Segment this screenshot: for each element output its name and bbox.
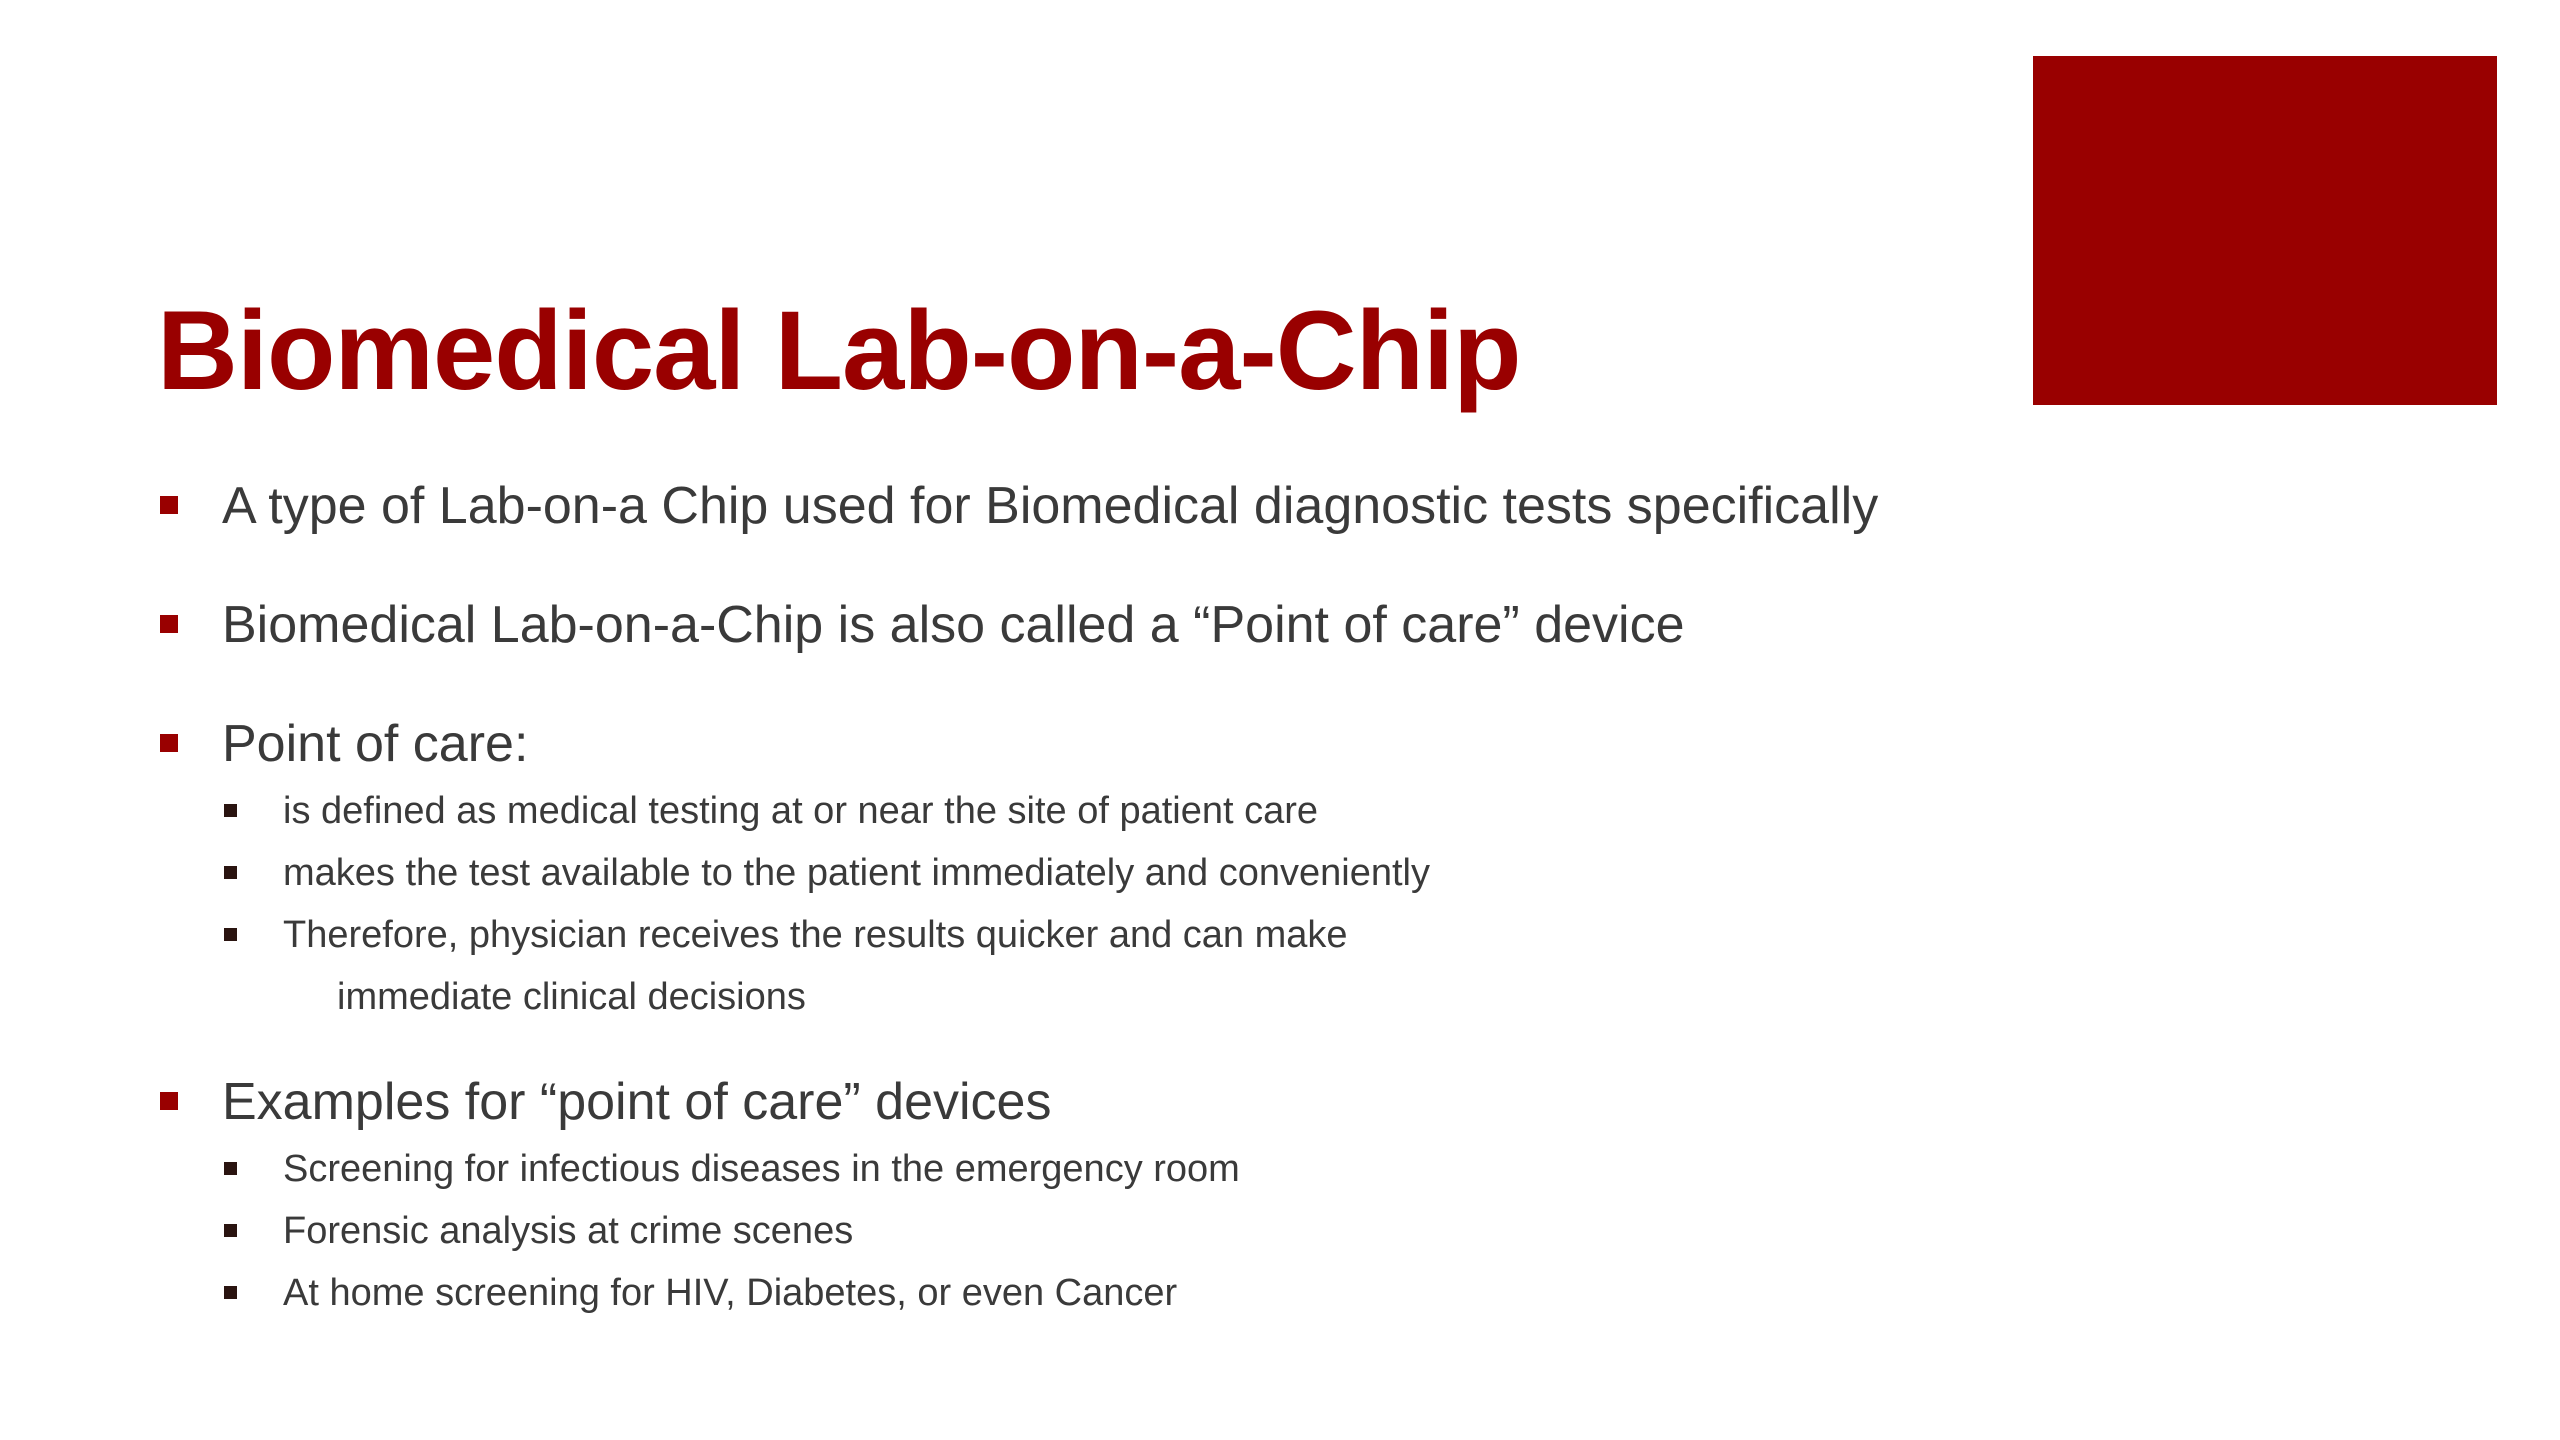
bullet-2: [160, 589, 2360, 661]
sub-bullet-text: Forensic analysis at crime scenes: [283, 1210, 854, 1252]
small-square-bullet-icon: [224, 1162, 237, 1175]
bullet-3: [160, 708, 2360, 780]
sub-bullet-4-3: [224, 1262, 2360, 1324]
small-square-bullet-icon: [224, 866, 237, 879]
sub-bullet-text: makes the test available to the patient immediately and conveniently: [283, 852, 1430, 894]
sub-bullet-3-3: [224, 904, 2360, 966]
bullet-4-sublist: [224, 1138, 2360, 1324]
square-bullet-icon: [160, 496, 178, 514]
sub-bullet-text: At home screening for HIV, Diabetes, or even Cancer: [283, 1272, 1178, 1314]
bullet-1: [160, 470, 2360, 542]
bullet-4: [160, 1066, 2360, 1138]
small-square-bullet-icon: [224, 1224, 237, 1237]
bullet-2-text: Biomedical Lab-on-a-Chip is also called a “Point of care” device: [222, 596, 1685, 654]
small-square-bullet-icon: [224, 1286, 237, 1299]
bullet-3-sublist: [224, 780, 2360, 1028]
square-bullet-icon: [160, 615, 178, 633]
sub-bullet-text: Therefore, physician receives the results quicker and can make: [283, 914, 1348, 956]
square-bullet-icon: [160, 734, 178, 752]
sub-bullet-4-1: [224, 1138, 2360, 1200]
bullet-list: [160, 470, 2360, 1324]
bullet-1-text: A type of Lab-on-a Chip used for Biomedical diagnostic tests specifically: [222, 477, 1879, 535]
accent-block: [2033, 56, 2497, 405]
slide-title: Biomedical Lab-on-a-Chip: [157, 288, 1521, 413]
sub-bullet-continuation: immediate clinical decisions: [337, 976, 806, 1018]
bullet-3-text: Point of care:: [222, 715, 529, 773]
spacer: [160, 1028, 2360, 1066]
bullet-4-text: Examples for “point of care” devices: [222, 1073, 1052, 1131]
sub-bullet-3-1: [224, 780, 2360, 842]
small-square-bullet-icon: [224, 804, 237, 817]
sub-bullet-4-2: [224, 1200, 2360, 1262]
small-square-bullet-icon: [224, 928, 237, 941]
sub-bullet-3-2: [224, 842, 2360, 904]
square-bullet-icon: [160, 1092, 178, 1110]
sub-bullet-text: is defined as medical testing at or near the site of patient care: [283, 790, 1319, 832]
sub-bullet-text: Screening for infectious diseases in the emergency room: [283, 1148, 1240, 1190]
